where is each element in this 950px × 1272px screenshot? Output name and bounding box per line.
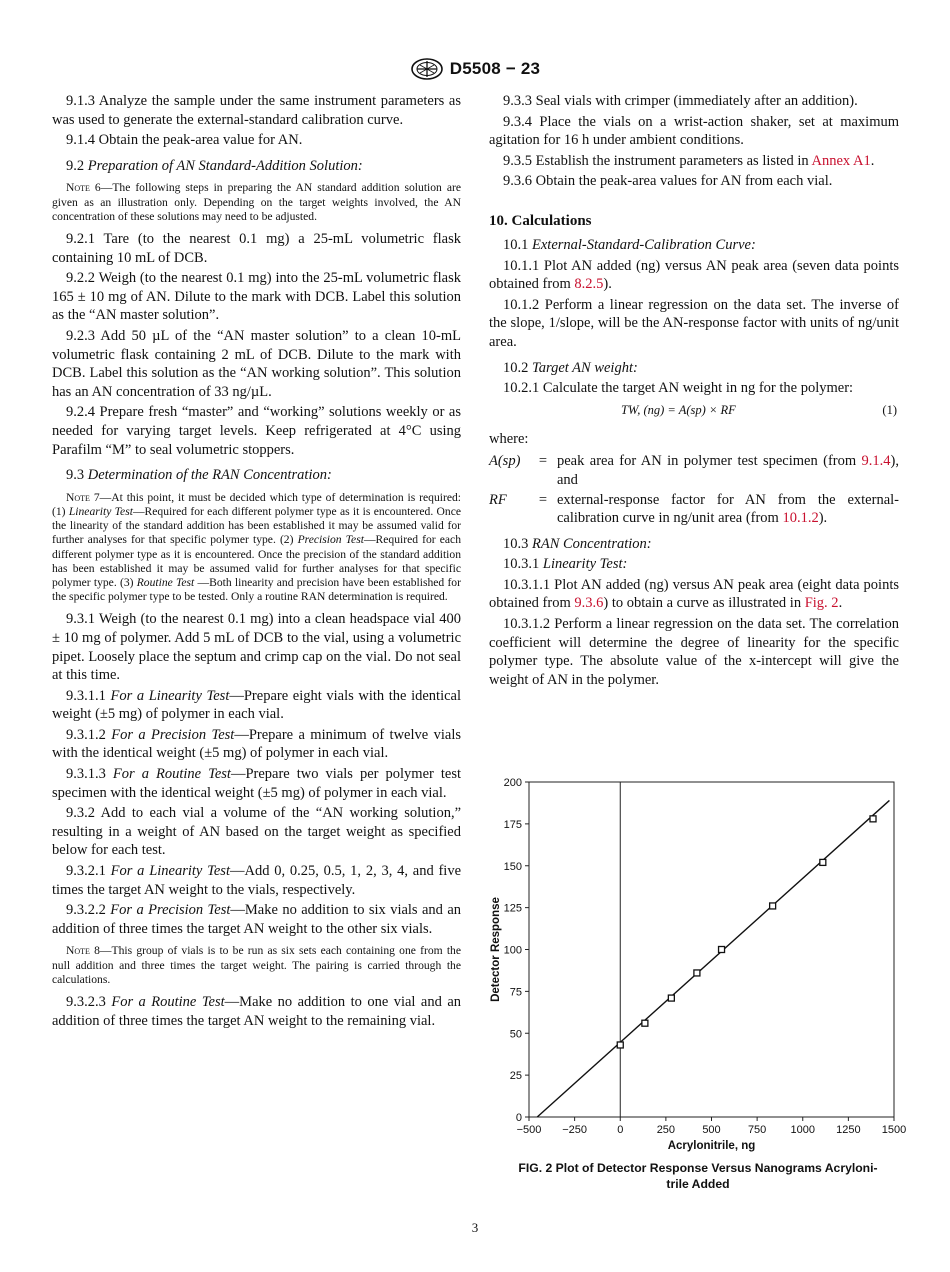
data-point	[820, 859, 826, 865]
chart	[489, 772, 907, 1158]
astm-logo-icon	[410, 58, 444, 80]
section-9-3-2-3: 9.3.2.3 For a Routine Test—Make no addition to one vial and an addition of three times the target AN weight to the remaining vial.	[52, 994, 461, 1029]
data-point	[694, 970, 700, 976]
ref-9-3-6-link[interactable]: 9.3.6	[574, 595, 604, 612]
y-tick-label: 50	[509, 1028, 522, 1041]
section-9-3-2-1: 9.3.2.1 For a Linearity Test—Add 0, 0.25, 0.5, 1, 2, 3, 4, and five times the target AN weight to the vials, respectively.	[52, 863, 462, 898]
section-9-3-5: 9.3.5 Establish the instrument parameters as listed in Annex A1.	[503, 152, 875, 169]
page-header	[0, 57, 950, 81]
section-10-1-1: 10.1.1 Plot AN added (ng) versus AN peak area (seven data points obtained from 8.2.5).	[489, 257, 899, 293]
x-tick-label: 250	[656, 1124, 676, 1136]
section-9-3-3: 9.3.3 Seal vials with crimper (immediately after an addition).	[503, 93, 858, 109]
data-point	[642, 1020, 648, 1026]
section-10-heading: 10. Calculations	[489, 212, 592, 229]
y-tick-label: 125	[503, 902, 522, 915]
data-point	[668, 995, 674, 1001]
equation-expression: TW, (ng) = A(sp) × RF	[621, 402, 736, 417]
section-10-3-1: 10.3.1 Linearity Test:	[503, 556, 628, 573]
x-tick-label: 1500	[881, 1124, 907, 1136]
section-10-2: 10.2 Target AN weight:	[503, 359, 638, 376]
section-9-3-2-2: 9.3.2.2 For a Precision Test—Make no addition to six vials and an addition of three times the target AN weight to the other six vials.	[52, 902, 462, 937]
ref-8-2-5-link[interactable]: 8.2.5	[574, 276, 604, 293]
plot-frame	[529, 782, 894, 1117]
x-tick-label: 0	[617, 1124, 624, 1136]
section-9-2-4: 9.2.4 Prepare fresh “master” and “working” solutions weekly or as needed for varying target levels. Keep refrigerated at 4°C using Parafilm “M” to seal volumetric stoppers.	[52, 404, 461, 458]
section-9-3-1-2: 9.3.1.2 For a Precision Test—Prepare a minimum of twelve vials with the identical weight (±5 mg) of polymer in each vial.	[52, 726, 461, 762]
y-tick-label: 175	[503, 818, 522, 831]
section-9-3-1: 9.3.1 Weigh (to the nearest 0.1 mg) into a clean headspace vial 400 ± 10 mg of polymer. Add 5 mL of DCB to the vial, using a volumetric pipet. Loosely place the septum and crimp cap on the vial. Do not seal at this time.	[52, 611, 461, 684]
section-9-3: 9.3 Determination of the RAN Concentration:	[66, 467, 332, 484]
figure-2	[489, 772, 907, 1196]
equation-1	[489, 400, 899, 422]
section-9-2-1: 9.2.1 Tare (to the nearest 0.1 mg) a 25-mL volumetric flask containing 10 mL of DCB.	[52, 230, 461, 266]
figure-caption: FIG. 2 Plot of Detector Response Versus Nanograms Acryloni- trile Added	[518, 1161, 878, 1191]
section-9-3-1-3: 9.3.1.3 For a Routine Test—Prepare two vials per polymer test specimen with the identical weight (±5 mg) of polymer in each vial.	[52, 766, 461, 801]
right-column	[489, 92, 899, 691]
section-9-2-2: 9.2.2 Weigh (to the nearest 0.1 mg) into the 25-mL volumetric flask 165 ± 10 mg of AN. Dilute to the mark with DCB. Label this solution as the “AN master solution”.	[52, 270, 461, 324]
x-tick-label: 1250	[836, 1124, 861, 1136]
fig-2-link[interactable]: Fig. 2	[804, 595, 839, 612]
ref-9-1-4-link[interactable]: 9.1.4	[861, 453, 891, 470]
y-tick-label: 75	[509, 986, 522, 999]
section-9-3-6: 9.3.6 Obtain the peak-area values for AN from each vial.	[503, 173, 833, 190]
note-7: Note 7—At this point, it must be decided which type of determination is required: (1) Linearity Test—Required for each different polymer type as it is encountered. Once the linearity of the standard addition has been established it may be assumed valid for further analyses for that specific polymer type. (2) Precision Test—Required for each different polymer type as it is encountered. Once the precision of the standard addition has been established it may be assumed valid for further analyses for that specific polymer type. (3) Routine Test —Both linearity and precision have been established for the specific polymer type to be tested. Only a routine RAN determination is required.	[52, 490, 462, 604]
section-9-3-2: 9.3.2 Add to each vial a volume of the “AN working solution,” resulting in a weight of AN based on the target weight as specified below for each test.	[52, 805, 461, 859]
section-9-3-1-1: 9.3.1.1 For a Linearity Test—Prepare eight vials with the identical weight (±5 mg) of polymer in each vial.	[52, 687, 462, 723]
section-10-3-1-2: 10.3.1.2 Perform a linear regression on the data set. The correlation coefficient will determine the degree of linearity for the specific polymer type. The absolute value of the x-intercept will give the weight of AN in the polymer.	[489, 616, 899, 688]
x-tick-label: 500	[702, 1124, 721, 1136]
section-10-3-1-1: 10.3.1.1 Plot AN added (ng) versus AN peak area (eight data points obtained from 9.3.6) to obtain a curve as illustrated in Fig. 2.	[489, 576, 899, 612]
section-10-2-1: 10.2.1 Calculate the target AN weight in ng for the polymer:	[503, 380, 854, 397]
note-8: Note 8—This group of vials is to be run as six sets each containing one from the null addition and three times the target weight. The pairing is carried through the calculations.	[52, 944, 461, 986]
equation-number: (1)	[882, 402, 897, 417]
data-point	[770, 903, 776, 909]
data-point	[617, 1042, 623, 1048]
y-tick-label: 0	[515, 1112, 522, 1124]
x-tick-label: 750	[747, 1124, 767, 1136]
section-9-1-4: 9.1.4 Obtain the peak-area value for AN.	[66, 132, 303, 149]
x-tick-label: 1000	[790, 1124, 815, 1136]
data-point	[870, 816, 876, 822]
regression-line	[537, 800, 889, 1117]
section-9-2-3: 9.2.3 Add 50 µL of the “AN master solution” to a clean 10-mL volumetric flask containing 2 mL of DCB. Dilute to the mark with DCB. Label this solution as the “AN working solution”. This solution has an AN concentration of 33 ng/µL.	[52, 327, 461, 400]
page-number: 3	[471, 1220, 479, 1235]
section-10-3: 10.3 RAN Concentration:	[503, 535, 652, 552]
x-axis-label: Acrylonitrile, ng	[667, 1140, 756, 1152]
y-tick-label: 100	[503, 944, 522, 957]
x-tick-label: −250	[562, 1124, 588, 1136]
annex-a1-link[interactable]: Annex A1	[811, 152, 871, 169]
section-9-1-3: 9.1.3 Analyze the sample under the same instrument parameters as was used to generate the external-standard calibration curve.	[52, 93, 461, 128]
y-axis-label: Detector Response	[490, 897, 502, 1002]
section-10-1: 10.1 External-Standard-Calibration Curve:	[503, 236, 756, 253]
x-tick-label: −500	[516, 1124, 542, 1136]
y-tick-label: 200	[503, 777, 522, 789]
where-label: where:	[489, 430, 529, 447]
section-9-2: 9.2 Preparation of AN Standard-Addition Solution:	[66, 157, 363, 174]
y-tick-label: 25	[509, 1070, 522, 1083]
note-6: Note 6—The following steps in preparing the AN standard addition solution are given as an illustration only. Depending on the target weights involved, the AN concentration of these solutions may need to be adjusted.	[52, 181, 461, 223]
definition-asp: A(sp) = peak area for AN in polymer test specimen (from 9.1.4), and	[489, 453, 899, 488]
section-9-3-4: 9.3.4 Place the vials on a wrist-action shaker, set at maximum agitation for 16 h under ambient conditions.	[489, 113, 899, 149]
definition-rf: RF = external-response factor for AN from the external-calibration curve in ng/unit area (from 10.1.2).	[489, 491, 899, 527]
left-column	[52, 92, 461, 1032]
y-tick-label: 150	[503, 860, 522, 873]
section-10-1-2: 10.1.2 Perform a linear regression on the data set. The inverse of the slope, 1/slope, will be the AN-response factor with units of ng/unit area.	[489, 296, 899, 350]
data-point	[719, 947, 725, 953]
ref-10-1-2-link[interactable]: 10.1.2	[782, 510, 819, 527]
standard-designation: D5508 − 23	[449, 59, 541, 78]
